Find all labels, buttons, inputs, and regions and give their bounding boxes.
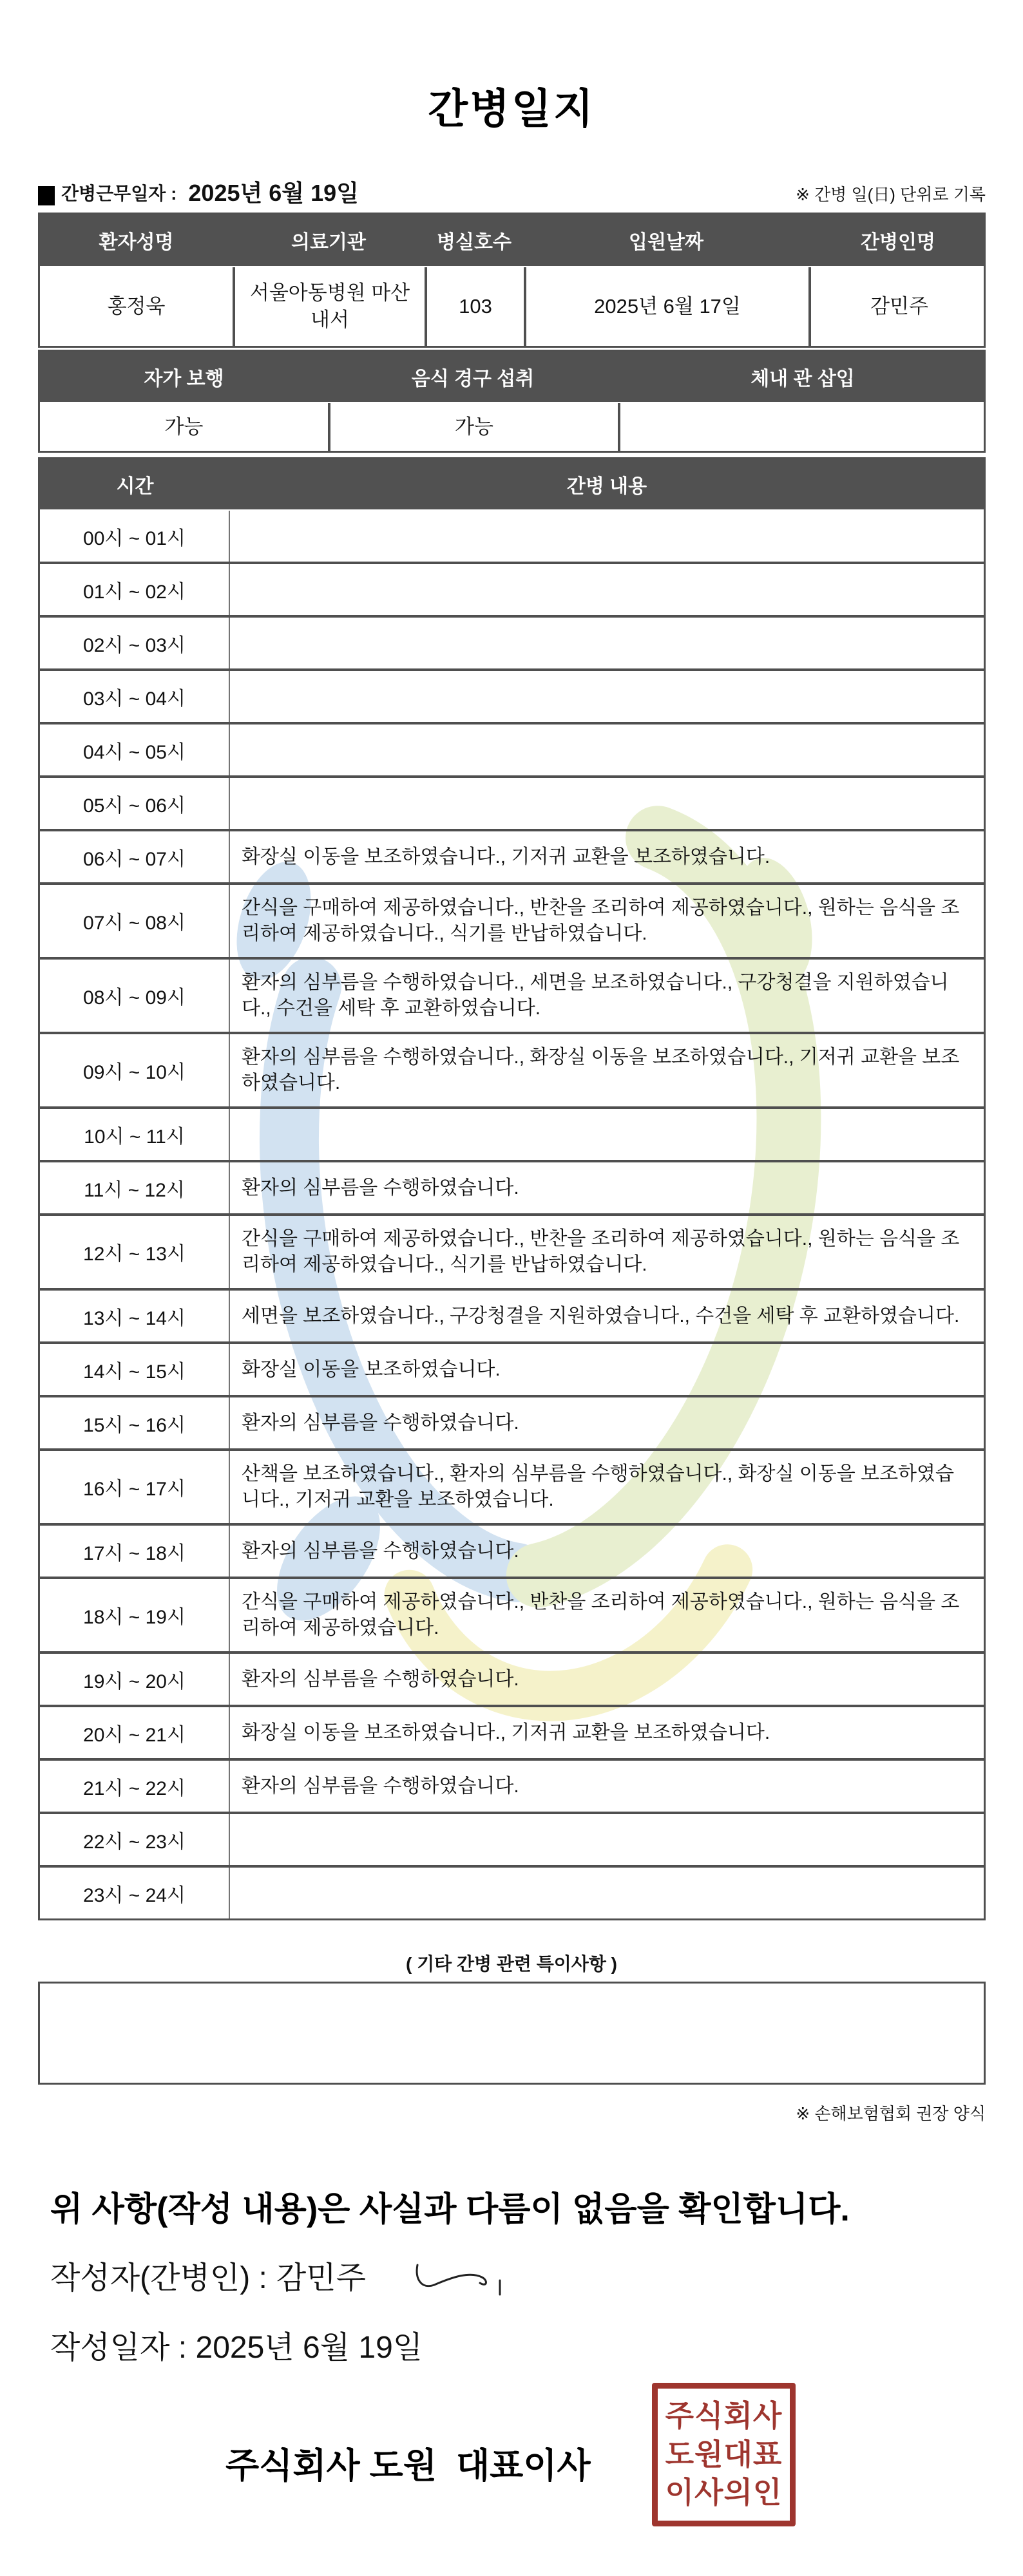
- col-header-self-walking: 자가 보행: [144, 368, 224, 390]
- care-content-cell: 화장실 이동을 보조하였습니다., 기저귀 교환을 보조하였습니다.: [242, 1721, 770, 1743]
- patient-name-value: 홍정욱: [107, 295, 166, 318]
- col-header-time: 시간: [116, 476, 154, 497]
- table-row: [40, 1213, 984, 1288]
- table-row: [40, 882, 984, 957]
- table-row: [40, 562, 984, 615]
- patient-status-table: [38, 350, 986, 453]
- time-cell: 01시 ~ 02시: [40, 564, 230, 615]
- time-cell: 06시 ~ 07시: [40, 831, 230, 882]
- time-cell: 00시 ~ 01시: [40, 511, 230, 562]
- table-row: [40, 1865, 984, 1918]
- seal-line-1: 주식회사: [665, 2398, 783, 2432]
- time-cell: 23시 ~ 24시: [40, 1868, 230, 1918]
- form-note: ※ 손해보험협회 권장 양식: [796, 2104, 986, 2123]
- table-row: [40, 1448, 984, 1523]
- col-header-admission-date: 입원날짜: [629, 232, 703, 253]
- care-content-cell: [230, 1109, 984, 1160]
- care-content-cell: 환자의 심부름을 수행하였습니다.: [242, 1540, 519, 1562]
- table-row: [40, 511, 984, 562]
- medical-institution-value: 서울아동병원 마산내서: [233, 267, 425, 346]
- care-content-cell: 간식을 구매하여 제공하였습니다., 반찬을 조리하여 제공하였습니다., 원하는 음식을 조리하여 제공하였습니다., 식기를 반납하였습니다.: [242, 1228, 960, 1275]
- care-content-cell: 환자의 심부름을 수행하였습니다.: [242, 1775, 519, 1797]
- time-cell: 08시 ~ 09시: [40, 960, 230, 1032]
- table-row: [40, 1758, 984, 1812]
- col-header-room-number: 병실호수: [437, 232, 512, 253]
- table-row: [40, 1651, 984, 1705]
- table-row: [40, 1032, 984, 1106]
- table-row: [40, 1812, 984, 1865]
- seal-line-3: 이사의인: [665, 2476, 783, 2510]
- tube-insertion-value: [618, 403, 988, 451]
- time-cell: 09시 ~ 10시: [40, 1034, 230, 1106]
- care-content-cell: [230, 618, 984, 668]
- company-line: 주식회사 도원 대표이사: [225, 2447, 591, 2485]
- care-content-cell: 환자의 심부름을 수행하였습니다., 세면을 보조하였습니다., 구강청결을 지원하였습니다., 수건을 세탁 후 교환하였습니다.: [242, 972, 949, 1019]
- unit-note: ※ 간병 일(日) 단위로 기록: [796, 185, 986, 204]
- author-label: 작성자(간병인) :: [50, 2261, 267, 2295]
- signature: [414, 2261, 510, 2300]
- table-row: [40, 957, 984, 1032]
- care-content-cell: [230, 778, 984, 829]
- care-content-cell: 환자의 심부름을 수행하였습니다.: [242, 1668, 519, 1690]
- time-cell: 17시 ~ 18시: [40, 1526, 230, 1577]
- time-cell: 12시 ~ 13시: [40, 1216, 230, 1288]
- oral-intake-value: 가능: [328, 403, 618, 451]
- col-header-oral-intake: 음식 경구 섭취: [411, 368, 535, 390]
- col-header-caregiver-name: 간병인명: [861, 232, 935, 253]
- table-row: [40, 668, 984, 722]
- care-content-cell: [230, 1868, 984, 1918]
- col-header-care-content: 간병 내용: [566, 476, 647, 497]
- care-content-cell: 세면을 보조하였습니다., 구강청결을 지원하였습니다., 수건을 세탁 후 교환하였습니다.: [242, 1305, 960, 1327]
- time-cell: 13시 ~ 14시: [40, 1291, 230, 1341]
- room-number-value: 103: [425, 267, 524, 346]
- care-content-cell: [230, 1814, 984, 1865]
- time-log-table: [38, 457, 986, 1920]
- time-cell: 20시 ~ 21시: [40, 1707, 230, 1758]
- table-row: [40, 722, 984, 775]
- company-seal: [652, 2383, 796, 2526]
- author-name: 감민주: [276, 2261, 366, 2295]
- col-header-medical-institution: 의료기관: [291, 232, 366, 253]
- table-row: [40, 1160, 984, 1213]
- col-header-patient-name: 환자성명: [99, 232, 174, 253]
- self-walking-value: 가능: [164, 415, 204, 439]
- time-cell: 05시 ~ 06시: [40, 778, 230, 829]
- confirmation-statement: 위 사항(작성 내용)은 사실과 다름이 없음을 확인합니다.: [50, 2191, 850, 2228]
- page-title: 간병일지: [428, 86, 595, 132]
- care-content-cell: 환자의 심부름을 수행하였습니다.: [242, 1177, 519, 1198]
- author-line: [50, 2253, 510, 2297]
- meta-row: [38, 173, 986, 205]
- table-row: [40, 1106, 984, 1160]
- table-row: [40, 1577, 984, 1651]
- care-content-cell: 산책을 보조하였습니다., 환자의 심부름을 수행하였습니다., 화장실 이동을 보조하였습니다., 기저귀 교환을 보조하였습니다.: [242, 1463, 954, 1510]
- table-row: [40, 829, 984, 882]
- work-date-value: 2025년 6월 19일: [188, 180, 359, 206]
- notes-box: [38, 1982, 986, 2085]
- time-cell: 22시 ~ 23시: [40, 1814, 230, 1865]
- seal-line-2: 도원대표: [665, 2437, 783, 2471]
- time-cell: 18시 ~ 19시: [40, 1579, 230, 1651]
- time-cell: 16시 ~ 17시: [40, 1451, 230, 1523]
- time-cell: 10시 ~ 11시: [40, 1109, 230, 1160]
- time-cell: 07시 ~ 08시: [40, 885, 230, 957]
- time-cell: 03시 ~ 04시: [40, 671, 230, 722]
- time-cell: 11시 ~ 12시: [40, 1162, 230, 1213]
- written-date-value: 2025년 6월 19일: [195, 2331, 423, 2365]
- care-content-cell: 화장실 이동을 보조하였습니다., 기저귀 교환을 보조하였습니다.: [242, 846, 770, 867]
- patient-info-table: [38, 213, 986, 348]
- care-content-cell: 환자의 심부름을 수행하였습니다., 화장실 이동을 보조하였습니다., 기저귀 교환을 보조하였습니다.: [242, 1046, 960, 1094]
- time-cell: 15시 ~ 16시: [40, 1397, 230, 1448]
- table-row: [40, 615, 984, 668]
- time-log-body: [40, 509, 984, 1918]
- time-cell: 14시 ~ 15시: [40, 1344, 230, 1395]
- care-content-cell: [230, 671, 984, 722]
- time-cell: 02시 ~ 03시: [40, 618, 230, 668]
- care-content-cell: [230, 724, 984, 775]
- table-row: [40, 1288, 984, 1341]
- table-row: [40, 1705, 984, 1758]
- col-header-tube-insertion: 체내 관 삽입: [751, 368, 855, 390]
- care-content-cell: [230, 564, 984, 615]
- time-cell: 04시 ~ 05시: [40, 724, 230, 775]
- time-cell: 19시 ~ 20시: [40, 1654, 230, 1705]
- work-date-label: 간병근무일자 :: [61, 184, 177, 204]
- admission-date-value: 2025년 6월 17일: [524, 267, 808, 346]
- written-date-line: [50, 2322, 423, 2367]
- care-content-cell: [230, 511, 984, 562]
- table-row: [40, 775, 984, 829]
- table-row: [40, 1395, 984, 1448]
- care-content-cell: 환자의 심부름을 수행하였습니다.: [242, 1412, 519, 1434]
- care-content-cell: 화장실 이동을 보조하였습니다.: [242, 1358, 501, 1380]
- notes-heading: ( 기타 간병 관련 특이사항 ): [405, 1954, 618, 1974]
- care-content-cell: 간식을 구매하여 제공하였습니다., 반찬을 조리하여 제공하였습니다., 원하는 음식을 조리하여 제공하였습니다.: [242, 1591, 960, 1638]
- table-row: [40, 1523, 984, 1577]
- table-row: [40, 1341, 984, 1395]
- written-date-label: 작성일자 :: [50, 2331, 187, 2365]
- time-cell: 21시 ~ 22시: [40, 1761, 230, 1812]
- caregiver-name-value: 감민주: [808, 267, 988, 346]
- bullet-square-icon: [38, 186, 55, 205]
- care-content-cell: 간식을 구매하여 제공하였습니다., 반찬을 조리하여 제공하였습니다., 원하는 음식을 조리하여 제공하였습니다., 식기를 반납하였습니다.: [242, 897, 960, 944]
